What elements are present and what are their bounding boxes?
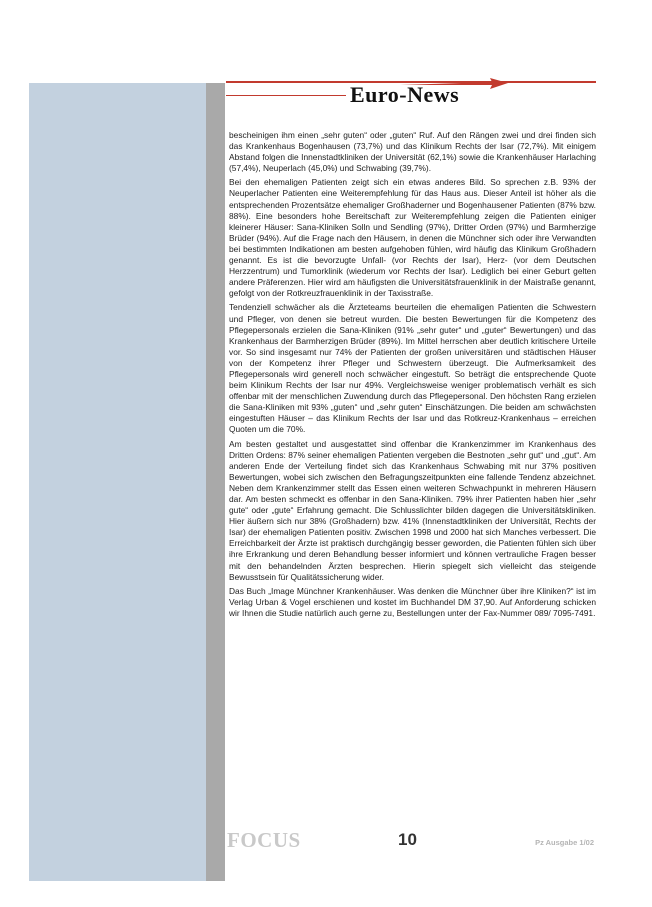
sidebar-divider-bar <box>206 83 225 881</box>
euro-news-logo <box>350 76 490 106</box>
article-paragraph: Am besten gestaltet und ausgestattet sind offenbar die Krankenzimmer im Krankenhaus des Dritten Ordens: 87% seiner ehemaligen Patienten vergeben die Bestnoten „sehr gut“ und „gut“. Am anderen Ende der Verteilung findet sich das Krankenhaus Schwabing mit nur 37% positiven Bewertungen, wobei sich zwischen den Befragungszeitpunkten eine fallende Tendenz abzeichnet. Neben dem Krankenzimmer stellt das Essen einen weiteren Schwachpunkt in mehreren Häusern dar. Am besten schmeckt es offenbar in den Sana-Kliniken. 79% ihrer Patienten haben hier „sehr gute“ oder „gute“ Erfahrung gemacht. Die Schlusslichter bilden dagegen die Universitätskliniken. Hier äußern sich nur 38% (Großhadern) bzw. 41% (Innenstadtkliniken der Universität, Rechts der Isar) der ehemaligen Patienten positiv. Zwischen 1998 und 2000 hat sich Manches verbessert. Die Erreichbarkeit der Ärzte ist praktisch durchgängig besser geworden, die Patienten fühlen sich über ihre Erkrankung und deren Behandlung besser informiert und können vertrauliche Fragen besser mit den behandelnden Ärzten besprechen. Hierin spiegelt sich vielleicht das steigende Bewusstsein für Qualitätssicherung wider. <box>229 438 596 582</box>
footer-brand: FOCUS <box>227 828 301 852</box>
header-rule-secondary <box>226 95 346 96</box>
article-paragraph: Bei den ehemaligen Patienten zeigt sich ein etwas anderes Bild. So sprechen z.B. 93% der Neuperlacher Patienten eine Weiterempfehlung für das Haus aus. Dieser Anteil ist höher als die entsprechenden Prozentsätze ehemaliger Großhaderner und Bogenhausener Patienten (87% bzw. 88%). Eine besonders hohe Bereitschaft zur Weiterempfehlung zeigen die Patienten einiger kleinerer Häuser: Sana-Kliniken Solln und Sendling (97%), Dritter Orden (97%) und Barmherzige Brüder (94%). Auf die Frage nach den Häusern, in denen die Münchner sich oder ihre Verwandten bei bestimmten Indikationen am besten aufgehoben fühlen, wird häufig das Klinikum Großhadern genannt. Es ist die bevorzugte Unfall- (vor Rechts der Isar), Herz- (vor dem Deutschen Herzzentrum) und Tumorklinik (wiederum vor Rechts der Isar). Lediglich bei einer Geburt gelten andere Präferenzen. Hier wird am häufigsten die Universitätsfrauenklinik in der Maistraße genannt, gefolgt von der Rotkreuzfrauenklinik in der Taxisstraße. <box>229 177 596 299</box>
page-footer <box>226 828 596 858</box>
page-number: 10 <box>398 830 417 849</box>
article-body <box>229 130 596 622</box>
article-paragraph: bescheinigen ihm einen „sehr guten“ oder „guten“ Ruf. Auf den Rängen zwei und drei finden sich das Krankenhaus Bogenhausen (73,7%) und das Klinikum Rechts der Isar (72,7%). Mit einigem Abstand folgen die Innenstadtkliniken der Universität (62,1%) sowie die Krankenhäuser Harlaching (57,4%), Neuperlach (45,0%) und Schwabing (39,7%). <box>229 130 596 174</box>
article-paragraph: Das Buch „Image Münchner Krankenhäuser. Was denken die Münchner über ihre Kliniken?“ ist im Verlag Urban & Vogel erschienen und kostet im Buchhandel DM 37,90. Auf Anforderung schicken wir Ihnen die Studie natürlich auch gerne zu, Bestellungen unter der Fax-Nummer 089/ 7095-7491. <box>229 585 596 618</box>
sidebar-panel <box>29 83 206 881</box>
article-paragraph: Tendenziell schwächer als die Ärzteteams beurteilen die ehemaligen Patienten die Schwestern und Pfleger, von denen sie betreut wurden. Die besten Bewertungen für die Kompetenz des Pflegepersonals erzielen die Sana-Kliniken (91% „sehr guter“ und „guter“ Bewertungen) und das Krankenhaus der Barmherzigen Brüder (89%). Im Mittel herrschen aber deutlich kritischere Urteile vor. So sind insgesamt nur 74% der Patienten der großen universitären und städtischen Häuser von der Kompetenz ihrer Pfleger und Schwestern überzeugt. Die Aufmerksamkeit des Pflegepersonals wird generell noch schwächer eingestuft. So beträgt die entsprechende Quote beim Klinikum Rechts der Isar nur 49%. Vergleichsweise weniger problematisch verhält es sich offenbar mit der menschlichen Zuwendung durch das Pflegepersonal. Den höchsten Rang erzielen die Sana-Kliniken mit 93% „guten“ und „sehr guten“ Einschätzungen. Die beiden am schwächsten eingestuften Häuser – das Klinikum Rechts der Isar und das Rotkreuz-Krankenhaus – erreichen Quoten um die 70%. <box>229 302 596 435</box>
logo-text: Euro-News <box>350 82 460 107</box>
issue-label: Pz Ausgabe 1/02 <box>535 838 594 847</box>
